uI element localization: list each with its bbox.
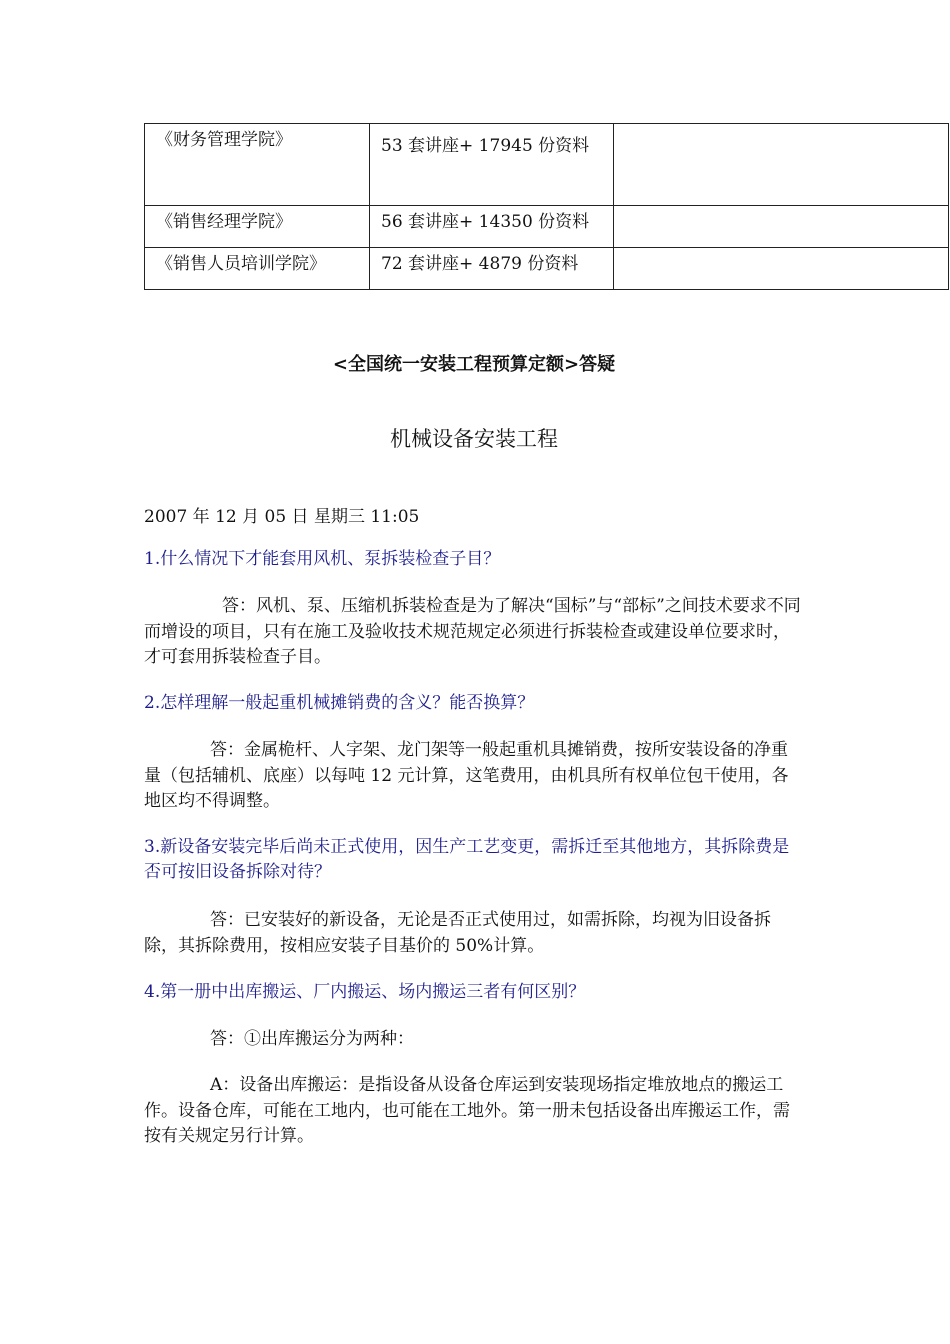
- question-3: 3.新设备安装完毕后尚未正式使用，因生产工艺变更，需拆迁至其他地方，其拆除费是否可按旧设备拆除对待？: [144, 837, 790, 882]
- table-cell-name: 《财务管理学院》: [145, 124, 370, 206]
- table-cell-extra: [614, 206, 949, 248]
- section-title: 机械设备安装工程: [390, 427, 558, 451]
- table-row: [145, 248, 949, 290]
- question-2: 2.怎样理解一般起重机械摊销费的含义？能否换算？: [144, 693, 535, 713]
- answer-3: 答：已安装好的新设备，无论是否正式使用过，如需拆除，均视为旧设备拆除，其拆除费用，按相应安装子目基价的 50%计算。: [144, 910, 771, 956]
- table-cell-extra: [614, 124, 949, 206]
- document-title: <全国统一安装工程预算定额>答疑: [332, 354, 616, 375]
- resources-table: [144, 123, 949, 290]
- date-line: 2007 年 12 月 05 日 星期三 11:05: [144, 507, 420, 527]
- answer-2: 答：金属桅杆、人字架、龙门架等一般起重机具摊销费，按所安装设备的净重量（包括辅机、底座）以每吨 12 元计算，这笔费用，由机具所有权单位包干使用，各地区均不得调整。: [144, 740, 789, 811]
- table-row: [145, 124, 949, 206]
- table-cell-name: 《销售人员培训学院》: [145, 248, 370, 290]
- table-cell-content: 56 套讲座+ 14350 份资料: [370, 206, 614, 248]
- answer-4-intro: 答：①出库搬运分为两种：: [210, 1029, 414, 1049]
- answer-1: 答：风机、泵、压缩机拆装检查是为了解决“国标”与“部标”之间技术要求不同而增设的项目，只有在施工及验收技术规范规定必须进行拆装检查或建设单位要求时，才可套用拆装检查子目。: [144, 596, 801, 667]
- table-cell-content: 53 套讲座+ 17945 份资料: [370, 124, 614, 206]
- answer-4-part-a: A：设备出库搬运：是指设备从设备仓库运到安装现场指定堆放地点的搬运工作。设备仓库，可能在工地内，也可能在工地外。第一册未包括设备出库搬运工作，需按有关规定另行计算。: [144, 1075, 790, 1146]
- question-1: 1.什么情况下才能套用风机、泵拆装检查子目？: [144, 549, 501, 569]
- table-row: [145, 206, 949, 248]
- table-cell-name: 《销售经理学院》: [145, 206, 370, 248]
- table-cell-content: 72 套讲座+ 4879 份资料: [370, 248, 614, 290]
- question-4: 4.第一册中出库搬运、厂内搬运、场内搬运三者有何区别？: [144, 982, 586, 1002]
- table-cell-extra: [614, 248, 949, 290]
